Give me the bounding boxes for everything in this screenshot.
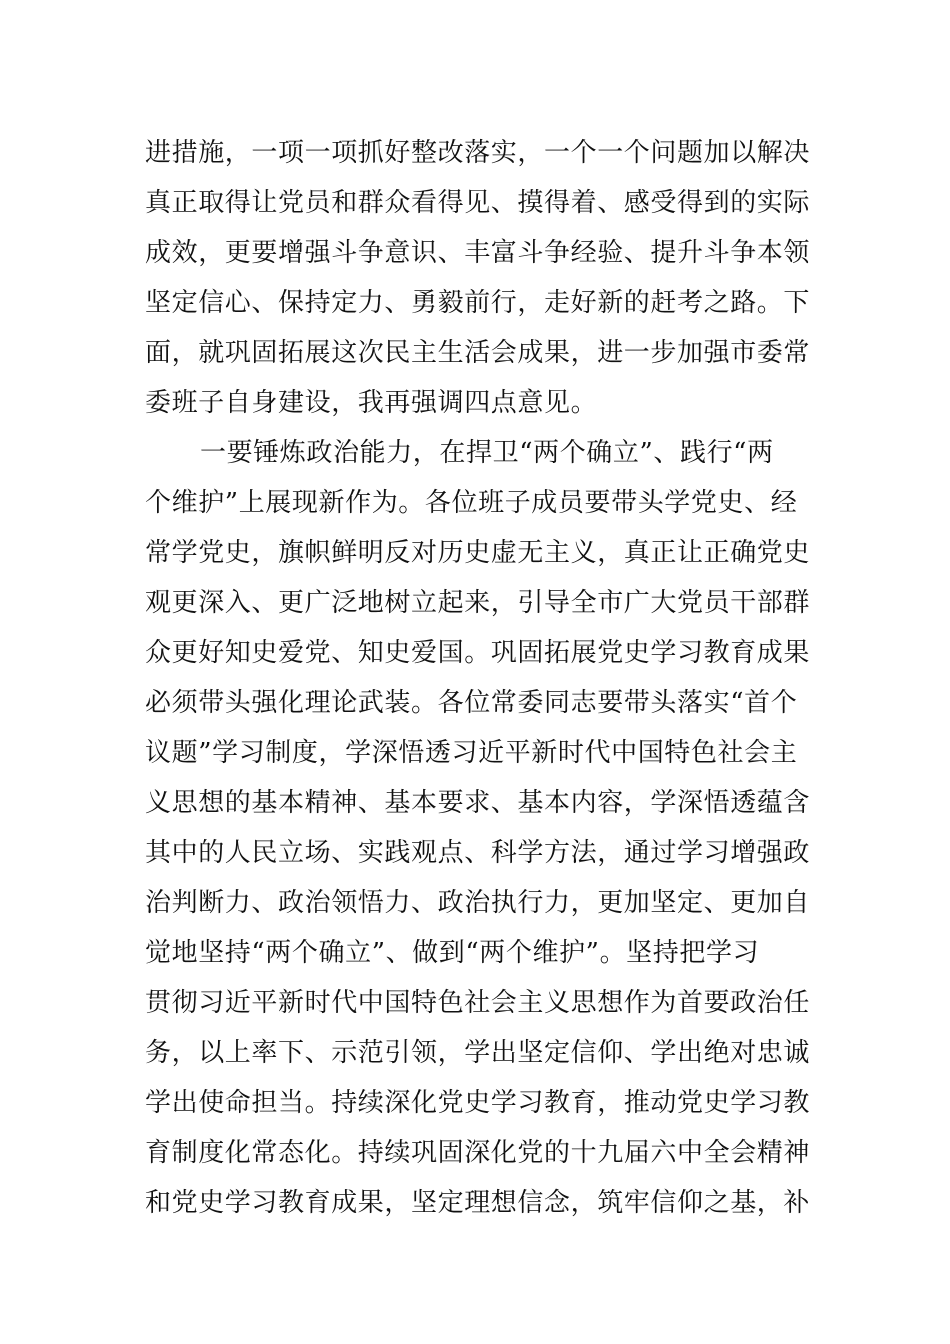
text-line: 觉地坚持“两个确立”、做到“两个维护”。坚持把学习 — [145, 938, 760, 968]
text-line: 其中的人民立场、实践观点、科学方法，通过学习增强政 — [145, 838, 810, 868]
text-line: 面，就巩固拓展这次民主生活会成果，进一步加强市委常 — [145, 338, 810, 368]
text-line: 和党史学习教育成果，坚定理想信念，筑牢信仰之基，补 — [145, 1188, 810, 1218]
text-line: 委班子自身建设，我再强调四点意见。 — [145, 388, 598, 418]
text-line: 议题”学习制度，学深悟透习近平新时代中国特色社会主 — [145, 738, 798, 768]
paragraph-first-line: 一要锤炼政治能力，在捍卫“两个确立”、践行“两 — [200, 438, 774, 468]
text-line: 成效，更要增强斗争意识、丰富斗争经验、提升斗争本领 — [145, 238, 810, 268]
text-line: 贯彻习近平新时代中国特色社会主义思想作为首要政治任 — [145, 988, 810, 1018]
text-line: 育制度化常态化。持续巩固深化党的十九届六中全会精神 — [145, 1138, 810, 1168]
text-line: 治判断力、政治领悟力、政治执行力，更加坚定、更加自 — [145, 888, 810, 918]
text-line: 学出使命担当。持续深化党史学习教育，推动党史学习教 — [145, 1088, 810, 1118]
text-line: 常学党史，旗帜鲜明反对历史虚无主义，真正让正确党史 — [145, 538, 810, 568]
text-line: 坚定信心、保持定力、勇毅前行，走好新的赶考之路。下 — [145, 288, 810, 318]
text-line: 众更好知史爱党、知史爱国。巩固拓展党史学习教育成果 — [145, 638, 810, 668]
text-line: 观更深入、更广泛地树立起来，引导全市广大党员干部群 — [145, 588, 810, 618]
text-line: 个维护”上展现新作为。各位班子成员要带头学党史、经 — [145, 488, 798, 518]
text-line: 义思想的基本精神、基本要求、基本内容，学深悟透蕴含 — [145, 788, 810, 818]
text-line: 务，以上率下、示范引领，学出坚定信仰、学出绝对忠诚 — [145, 1038, 810, 1068]
text-line: 必须带头强化理论武装。各位常委同志要带头落实“首个 — [145, 688, 798, 718]
text-line: 进措施，一项一项抓好整改落实，一个一个问题加以解决 — [145, 138, 810, 168]
text-line: 真正取得让党员和群众看得见、摸得着、感受得到的实际 — [145, 188, 810, 218]
